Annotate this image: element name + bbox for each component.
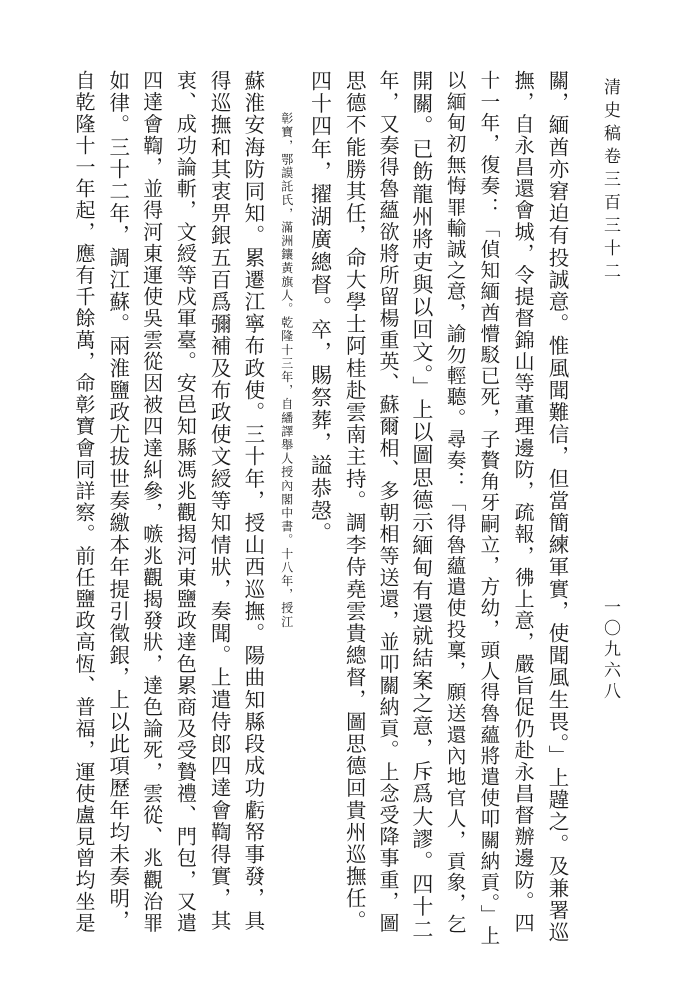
- text-column: 思德不能勝其任，命大學士阿桂赴雲南主持。調李侍堯雲貴總督，圖思德回貴州巡撫任。: [342, 70, 367, 932]
- text-column: 如律。三十二年，調江蘇。兩淮鹽政尤拔世奏繳本年提引徵銀，上以此項歷年均未奏明，: [105, 70, 130, 932]
- text-column: 關，緬酋亦窘迫有投誠意。惟風聞難信，但當簡練軍實，使聞風生畏。」上韙之。及兼署巡: [544, 70, 569, 944]
- text-column-paragraph-start: 彰寶，鄂謨託氏，滿洲鑲黃旗人。乾隆十三年，自繙譯舉人授內閣中書。十八年，授江: [279, 112, 294, 629]
- text-column: 自乾隆十一年起，應有千餘萬，命彰寶會同詳察。前任鹽政高恆、普福，運使盧見曾均坐是: [72, 70, 96, 934]
- text-column: 年，又奏得魯蘊欲將所留楊重英、蘇爾相、多朝相等送還，並叩關納貢。上念受降事重，圖: [376, 70, 401, 934]
- text-column: 四十四年，擢湖廣總督。卒，賜祭葬，謚恭愨。: [308, 70, 333, 545]
- text-column: 開關。已飭龍州將吏與以回文。」上以圖思德示緬甸有還就結案之意，斥爲大謬。四十二: [409, 70, 434, 941]
- text-column: 衷、成功論斬，文綬等戍軍臺。安邑知縣馮兆觀揭河東鹽政達色累商及受贄禮、門包，又遣: [173, 70, 198, 934]
- main-text-body: [70, 70, 570, 950]
- page-number: 一〇九六八: [600, 598, 620, 703]
- text-column: 以緬甸初無悔罪輸誠之意，諭勿輕聽。尋奏：「得魯蘊遣使投稟，願送還內地官人，貢象，乞: [443, 70, 467, 936]
- text-column: 十一年，復奏：「偵知緬酋懵駁已死，子贅角牙嗣立，方幼，頭人得魯蘊將遣使叩關納貢。」上: [477, 70, 501, 947]
- text-column: 得巡撫和其衷畀銀五百爲彌補及布政使文綬等知情狀，奏聞。上遣侍郎四達會鞫得實，其: [207, 70, 232, 932]
- text-column: 四達會鞫，並得河東運使吳雲從因被四達糾參，嗾兆觀揭發狀，達色論死，雲從、兆觀治罪: [139, 70, 164, 934]
- page-header-title: 清史稿卷三百三十二: [600, 78, 620, 285]
- text-column: 撫，自永昌還會城，令提督錦山等董理邊防，疏報，彿上意，嚴旨促仍赴永昌督辦邊防。四: [511, 70, 536, 934]
- text-column: 蘇淮安海防同知。累遷江寧布政使。三十年，授山西巡撫。陽曲知縣段成功虧帑事發，具: [240, 70, 265, 932]
